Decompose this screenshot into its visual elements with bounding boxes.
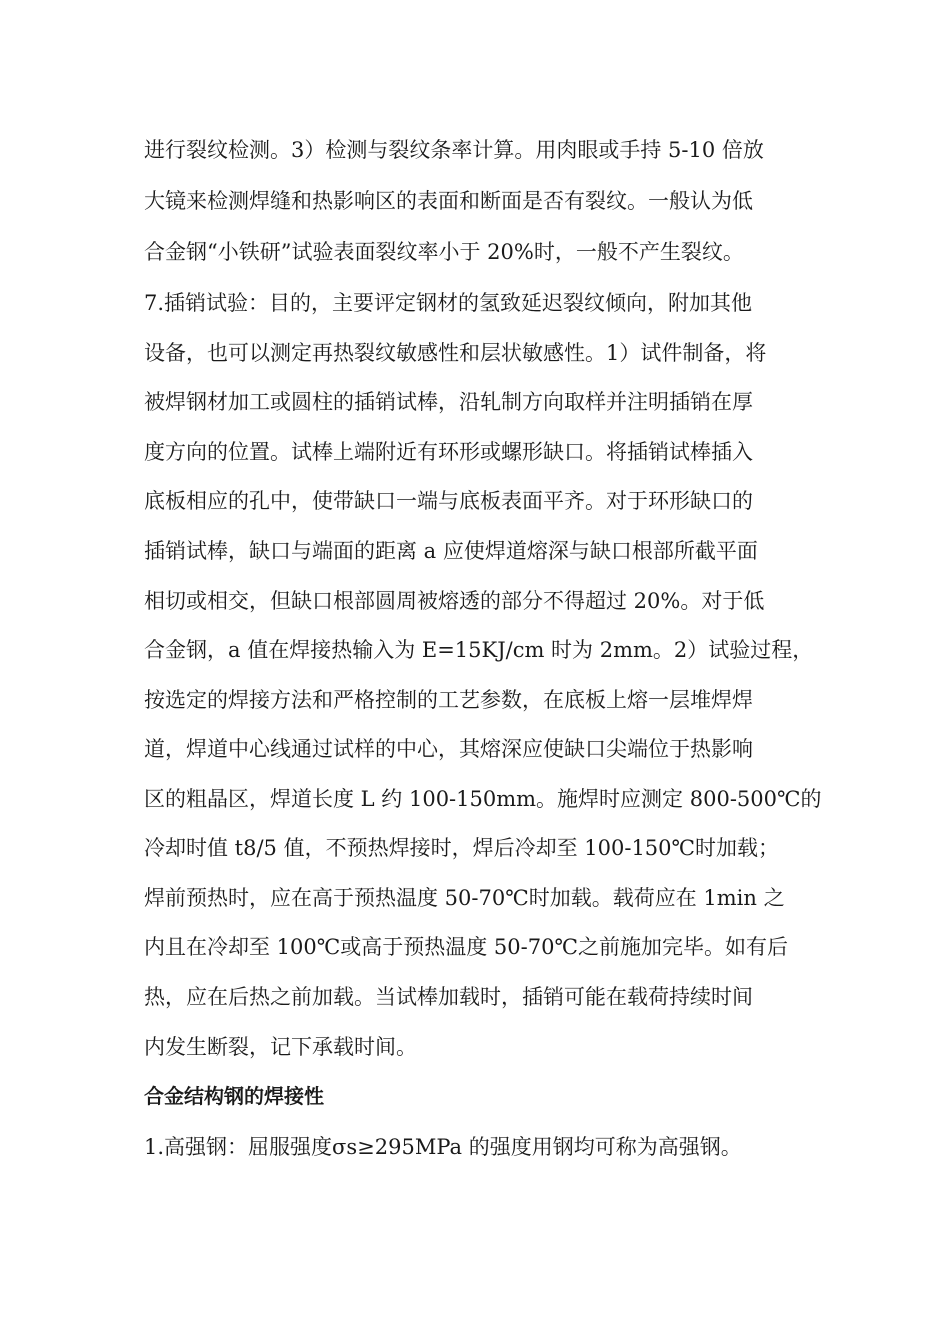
paragraph-line: 进行裂纹检测。3）检测与裂纹条率计算。用肉眼或手持 5-10 倍放 [144,138,764,162]
paragraph-line: 热，应在后热之前加载。当试棒加载时，插销可能在载荷持续时间 [144,985,753,1009]
paragraph-line: 1.高强钢：屈服强度σs≥295MPa 的强度用钢均可称为高强钢。 [144,1135,742,1159]
paragraph-line: 合金钢，a 值在焊接热输入为 E=15KJ/cm 时为 2mm。2）试验过程， [144,638,814,662]
paragraph-line: 7.插销试验：目的，主要评定钢材的氢致延迟裂纹倾向，附加其他 [144,291,753,315]
paragraph-line: 底板相应的孔中，使带缺口一端与底板表面平齐。对于环形缺口的 [144,489,753,513]
paragraph-line: 设备，也可以测定再热裂纹敏感性和层状敏感性。1）试件制备，将 [144,341,767,365]
paragraph-line: 合金钢“小铁研”试验表面裂纹率小于 20%时，一般不产生裂纹。 [144,240,744,264]
section-heading: 合金结构钢的焊接性 [144,1084,324,1108]
paragraph-line: 大镜来检测焊缝和热影响区的表面和断面是否有裂纹。一般认为低 [144,189,753,213]
paragraph-line: 按选定的焊接方法和严格控制的工艺参数，在底板上熔一层堆焊焊 [144,688,753,712]
paragraph-line: 相切或相交，但缺口根部圆周被熔透的部分不得超过 20%。对于低 [144,589,765,613]
paragraph-line: 度方向的位置。试棒上端附近有环形或螺形缺口。将插销试棒插入 [144,440,753,464]
paragraph-line: 冷却时值 t8/5 值，不预热焊接时，焊后冷却至 100-150℃时加载； [144,836,780,860]
paragraph-line: 插销试棒，缺口与端面的距离 a 应使焊道熔深与缺口根部所截平面 [144,539,758,563]
paragraph-line: 区的粗晶区，焊道长度 L 约 100-150mm。施焊时应测定 800-500℃的 [144,787,822,811]
paragraph-line: 道，焊道中心线通过试样的中心，其熔深应使缺口尖端位于热影响 [144,737,753,761]
paragraph-line: 被焊钢材加工或圆柱的插销试棒，沿轧制方向取样并注明插销在厚 [144,390,753,414]
paragraph-line: 焊前预热时，应在高于预热温度 50-70℃时加载。载荷应在 1min 之 [144,886,785,910]
paragraph-line: 内发生断裂，记下承载时间。 [144,1035,417,1059]
paragraph-line: 内且在冷却至 100℃或高于预热温度 50-70℃之前施加完毕。如有后 [144,935,788,959]
